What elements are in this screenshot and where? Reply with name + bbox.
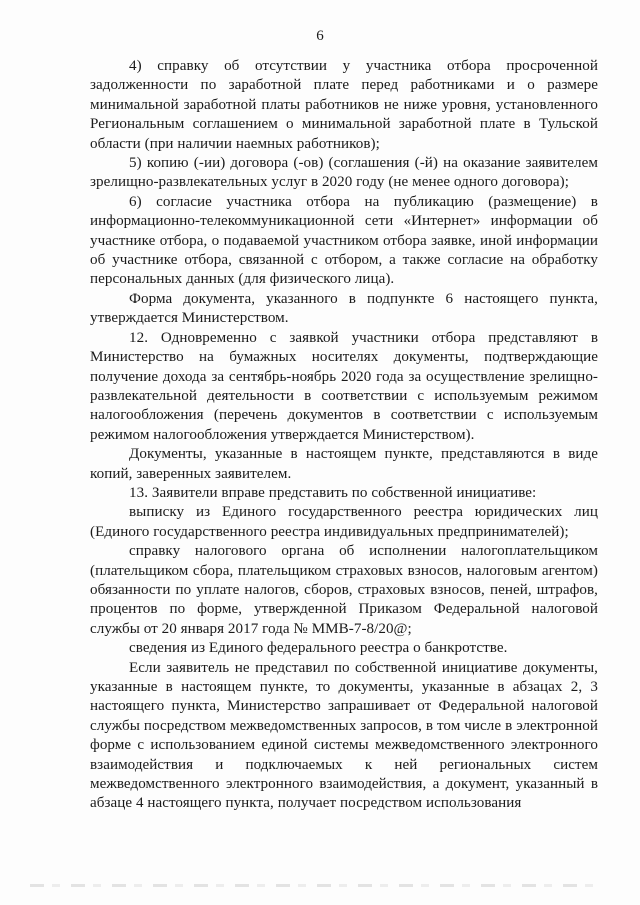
paragraph: 5) копию (-ии) договора (-ов) (соглашения (-й) на оказание заявителем зрелищно-развлекательных услуг в 2020 году (не менее одного договора); — [90, 155, 598, 191]
paragraph: Форма документа, указанного в подпункте 6 настоящего пункта, утверждается Министерством. — [90, 290, 598, 327]
paragraph: сведения из Единого федерального реестра о банкротстве. — [129, 640, 508, 657]
scan-artifact — [30, 884, 600, 887]
paragraph: Документы, указанные в настоящем пункте, представляются в виде копий, заверенных заявителем. — [90, 446, 598, 482]
paragraph: 13. Заявители вправе представить по собственной инициативе: — [129, 484, 537, 501]
paragraph: справку налогового органа об исполнении налогоплательщиком (плательщиком сбора, плательщиком страховых взносов, налоговым агентом) обязанности по уплате налогов, сборов, страховых взносов, пеней, штрафов, процентов по форме, утвержденной Приказом Федеральной налоговой службы от 20 января 2017 года № ММВ-7-8/20@; — [90, 543, 598, 637]
document-body — [90, 57, 598, 814]
page-number: 6 — [316, 28, 324, 44]
paragraph: 12. Одновременно с заявкой участники отбора представляют в Министерство на бумажных носителях документы, подтверждающие получение дохода за сентябрь-ноябрь 2020 года за осуществление зрелищно-развлекательной деятельности в соответствии с используемым режимом налогообложения (перечень документов в соответствии с используемым режимом налогообложения утверждается Министерством). — [90, 329, 598, 443]
paragraph: Если заявитель не представил по собственной инициативе документы, указанные в настоящем пункте, то документы, указанные в абзацах 2, 3 настоящего пункта, Министерство запрашивает от Федеральной налоговой службы посредством межведомственных запросов, в том числе в электронной форме с использованием единой системы межведомственного электронного взаимодействия и подключаемых к ней региональных систем межведомственного электронного взаимодействия, а документ, указанный в абзаце 4 настоящего пункта, получает посредством использования — [90, 659, 598, 812]
paragraph: 4) справку об отсутствии у участника отбора просроченной задолженности по заработной плате перед работниками и о размере минимальной заработной платы работников не ниже уровня, установленного Региональным соглашением о минимальной заработной плате в Тульской области (при наличии наемных работников); — [90, 58, 598, 152]
paragraph: 6) согласие участника отбора на публикацию (размещение) в информационно-телекоммуникационной сети «Интернет» информации об участнике отбора, о подаваемой участником отбора заявке, иной информации об участнике отбора, связанной с отбором, а также согласие на обработку персональных данных (для физического лица). — [90, 193, 598, 288]
paragraph: выписку из Единого государственного реестра юридических лиц (Единого государственного реестра индивидуальных предпринимателей); — [90, 504, 598, 540]
